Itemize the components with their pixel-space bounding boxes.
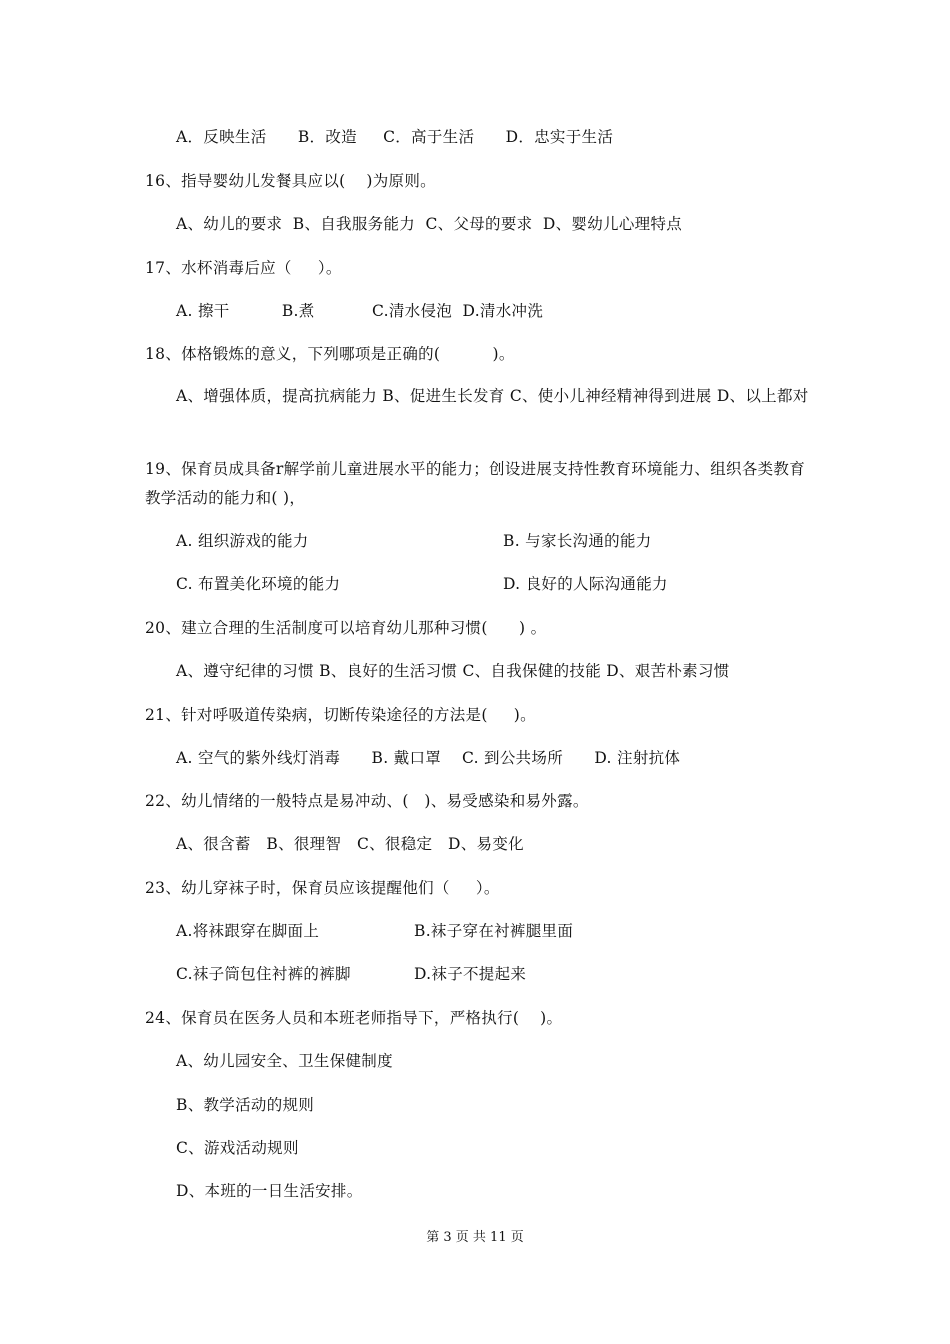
q23-option-b: B.袜子穿在衬裤腿里面 — [414, 922, 574, 940]
q18-text: 18、体格锻炼的意义，下列哪项是正确的( )。 — [145, 345, 515, 363]
q20-options: A、遵守纪律的习惯 B、良好的生活习惯 C、自我保健的技能 D、艰苦朴素习惯 — [176, 662, 730, 680]
q19-option-b: B. 与家长沟通的能力 — [503, 532, 652, 550]
page-number-footer: 第 3 页 共 11 页 — [426, 1230, 524, 1245]
q21-options: A. 空气的紫外线灯消毒 B. 戴口罩 C. 到公共场所 D. 注射抗体 — [176, 749, 681, 767]
q19-option-c: C. 布置美化环境的能力 — [176, 575, 341, 593]
q24-option-a: A、幼儿园安全、卫生保健制度 — [176, 1052, 393, 1070]
q22-options: A、很含蓄 B、很理智 C、很稳定 D、易变化 — [176, 835, 524, 853]
q17-options: A. 擦干 B.煮 C.清水侵泡 D.清水冲洗 — [176, 302, 544, 320]
q19-option-a: A. 组织游戏的能力 — [176, 532, 309, 550]
q17-text: 17、水杯消毒后应（ ）。 — [145, 259, 342, 277]
q20-text: 20、建立合理的生活制度可以培育幼儿那种习惯( ) 。 — [145, 619, 547, 637]
q23-option-a: A.将袜跟穿在脚面上 — [176, 922, 320, 940]
q16-text: 16、指导婴幼儿发餐具应以( )为原则。 — [145, 172, 436, 190]
q24-text: 24、保育员在医务人员和本班老师指导下，严格执行( )。 — [145, 1009, 563, 1027]
q18-options: A、增强体质，提高抗病能力 B、促进生长发育 C、使小儿神经精神得到进展 D、以上都对 — [176, 387, 809, 405]
q24-option-d: D、本班的一日生活安排。 — [176, 1182, 363, 1200]
q21-text: 21、针对呼吸道传染病，切断传染途径的方法是( )。 — [145, 706, 536, 724]
q23-option-c: C.袜子筒包住衬裤的裤脚 — [176, 965, 351, 983]
q23-text: 23、幼儿穿袜子时，保育员应该提醒他们（ ）。 — [145, 879, 500, 897]
q15-options: A．反映生活 B．改造 C．高于生活 D．忠实于生活 — [176, 128, 614, 146]
q22-text: 22、幼儿情绪的一般特点是易冲动、( )、易受感染和易外露。 — [145, 792, 589, 810]
q19-option-d: D. 良好的人际沟通能力 — [503, 575, 668, 593]
q16-options: A、幼儿的要求 B、自我服务能力 C、父母的要求 D、婴幼儿心理特点 — [176, 215, 683, 233]
q23-option-d: D.袜子不提起来 — [414, 965, 527, 983]
q19-text: 19、保育员成具备r解学前儿童进展水平的能力；创设进展支持性教育环境能力、组织各类教育教学活动的能力和( )， — [145, 460, 806, 507]
q24-option-b: B、教学活动的规则 — [176, 1096, 315, 1114]
q24-option-c: C、游戏活动规则 — [176, 1139, 299, 1157]
